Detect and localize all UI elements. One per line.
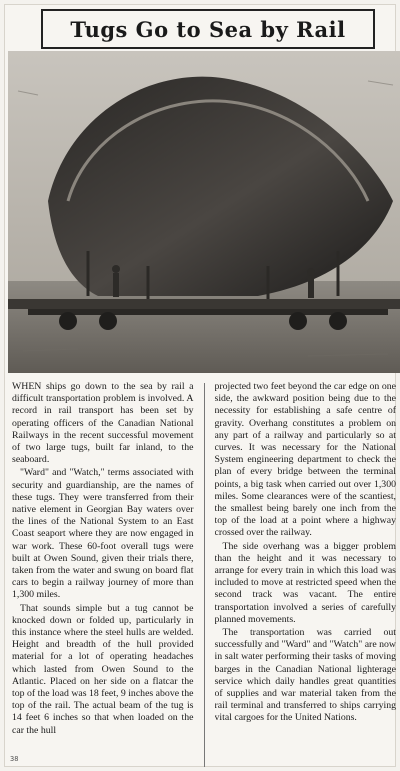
paragraph: WHEN ships go down to the sea by rail a difficult transportation problem is involved. A record in rail transport has been set by operating officers of the Canadian National Railways in the recent successful movement of two large tugs, built far inland, to the seaboard.	[12, 381, 194, 466]
headline-frame	[41, 9, 375, 49]
paragraph: projected two feet beyond the car edge on one side, the awkward position being due to the necessity for establishing a safe centre of gravity. Overhang constitutes a problem on any part of a railway and particularly so at curves. It was necessary for the National System engineering department to check the plan of every bridge between the terminal points, a big task when carried out over 1,300 miles. Some clearances were of the scantiest, the smallest being barely one inch from the top of the load at a point where a highway crossed over the railway.	[214, 381, 396, 539]
page-corner-mark: 38	[10, 755, 19, 763]
paragraph: The transportation was carried out successfully and "Ward" and "Watch" are now in salt water performing their tasks of moving barges in the Canadian National lighterage service which daily handles great quantities of supplies and war material taken from the rail terminal and transferred to ships carrying vital cargoes for the United Nations.	[214, 627, 396, 724]
column-divider	[204, 383, 205, 767]
column-left	[12, 381, 194, 769]
tug-on-flatcar-photo	[8, 51, 400, 373]
headline: Tugs Go to Sea by Rail	[70, 16, 346, 42]
paragraph: The side overhang was a bigger problem than the height and it was necessary to arrange for every train in which this load was included to move at restricted speed when the second track was vacant. The entire transportation involved a series of carefully planned movements.	[214, 540, 396, 625]
paragraph: That sounds simple but a tug cannot be knocked down or folded up, particularly in this instance where the steel hulls are welded. Height and breadth of the hull provided material for a lot of operating headaches which lasted from Owen Sound to the Atlantic. Placed on her side on a flatcar the top of the load was 18 feet, 9 inches above the top of the rail. The actual beam of the tug is 14 feet 6 inches so that when loaded on the car the hull	[12, 602, 194, 736]
article-body	[12, 381, 396, 769]
newspaper-clipping	[4, 4, 396, 767]
paragraph: "Ward" and "Watch," terms associated with security and guardianship, are the names of these tugs. They were transferred from their native element in Georgian Bay waters over the lines of the National System to an East Coast seaport where they are now engaged in war work. These 60-foot overall tugs were built at Owen Sound, given their trials there, taken from the water and swung on board flat cars to begin a railway journey of more than 1,300 miles.	[12, 467, 194, 601]
column-right	[215, 381, 397, 769]
